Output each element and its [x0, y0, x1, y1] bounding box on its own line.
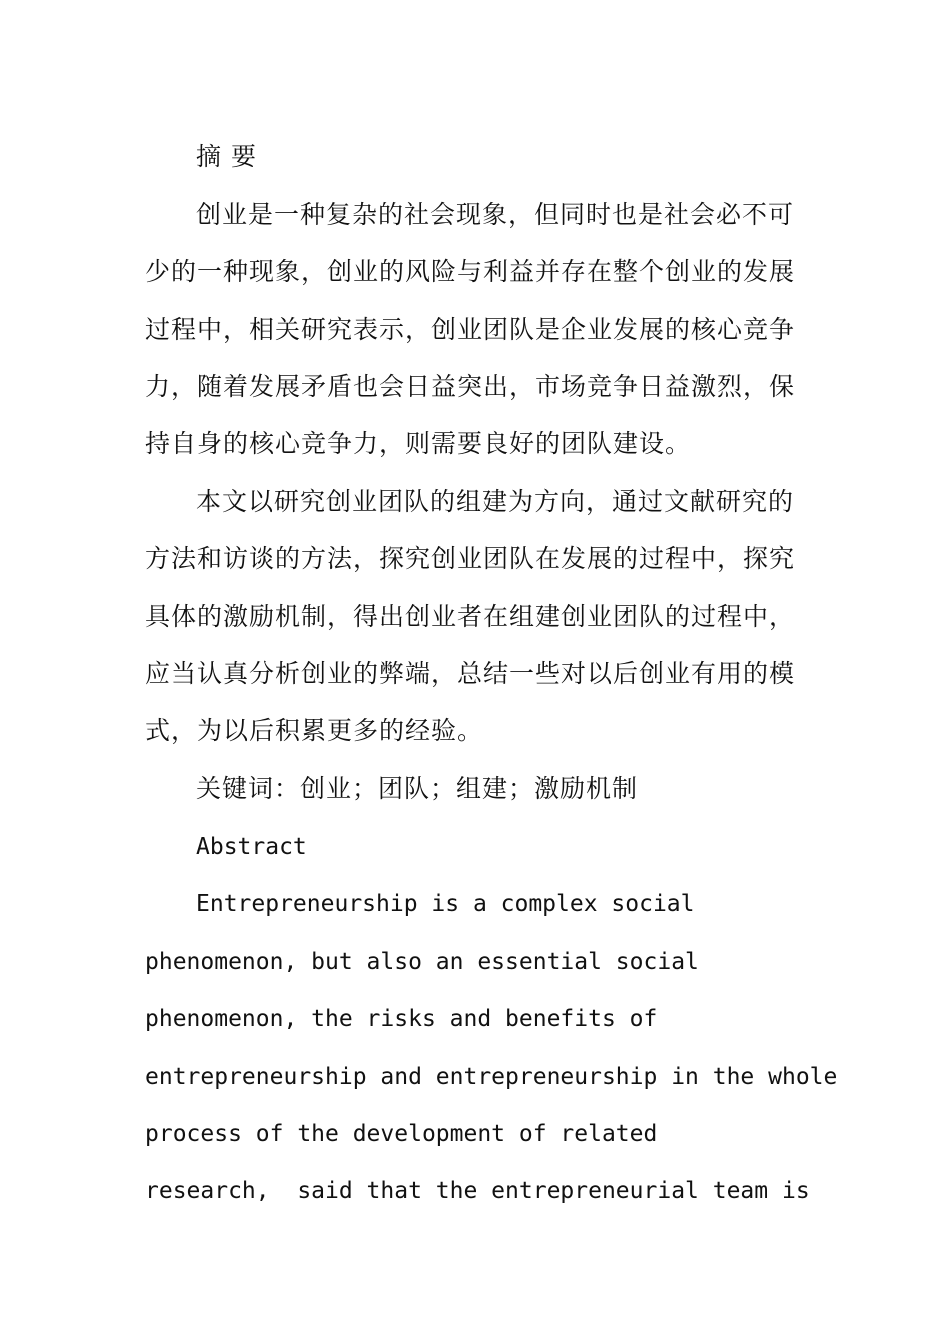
- abstract-cn-p1-line-4: 力，随着发展矛盾也会日益突出，市场竞争日益激烈，保: [145, 372, 796, 401]
- abstract-cn-p2-line-2: 方法和访谈的方法，探究创业团队在发展的过程中，探究: [145, 544, 796, 573]
- abstract-en-line-6: research, said that the entrepreneurial team is: [145, 1178, 810, 1204]
- abstract-en-line-2: phenomenon, but also an essential social: [145, 949, 699, 975]
- abstract-heading-cn: 摘 要: [196, 142, 257, 171]
- abstract-cn-p1-line-3: 过程中，相关研究表示，创业团队是企业发展的核心竞争: [145, 315, 796, 344]
- abstract-cn-p2-line-3: 具体的激励机制，得出创业者在组建创业团队的过程中，: [145, 602, 796, 631]
- abstract-cn-p1-line-5: 持自身的核心竞争力，则需要良好的团队建设。: [145, 429, 692, 458]
- abstract-heading-en: Abstract: [196, 834, 307, 860]
- abstract-en-line-5: process of the development of related: [145, 1121, 658, 1147]
- abstract-cn-p2-line-1: 本文以研究创业团队的组建为方向，通过文献研究的: [196, 487, 795, 516]
- abstract-cn-p1-line-1: 创业是一种复杂的社会现象，但同时也是社会必不可: [196, 200, 795, 229]
- abstract-en-line-4: entrepreneurship and entrepreneurship in the whole: [145, 1064, 838, 1090]
- abstract-en-line-1: Entrepreneurship is a complex social: [196, 891, 695, 917]
- keywords-cn: 关键词：创业；团队；组建；激励机制: [196, 774, 639, 803]
- abstract-cn-p2-line-5: 式，为以后积累更多的经验。: [145, 716, 484, 745]
- abstract-cn-p1-line-2: 少的一种现象，创业的风险与利益并存在整个创业的发展: [145, 257, 796, 286]
- abstract-en-line-3: phenomenon, the risks and benefits of: [145, 1006, 658, 1032]
- abstract-cn-p2-line-4: 应当认真分析创业的弊端，总结一些对以后创业有用的模: [145, 659, 796, 688]
